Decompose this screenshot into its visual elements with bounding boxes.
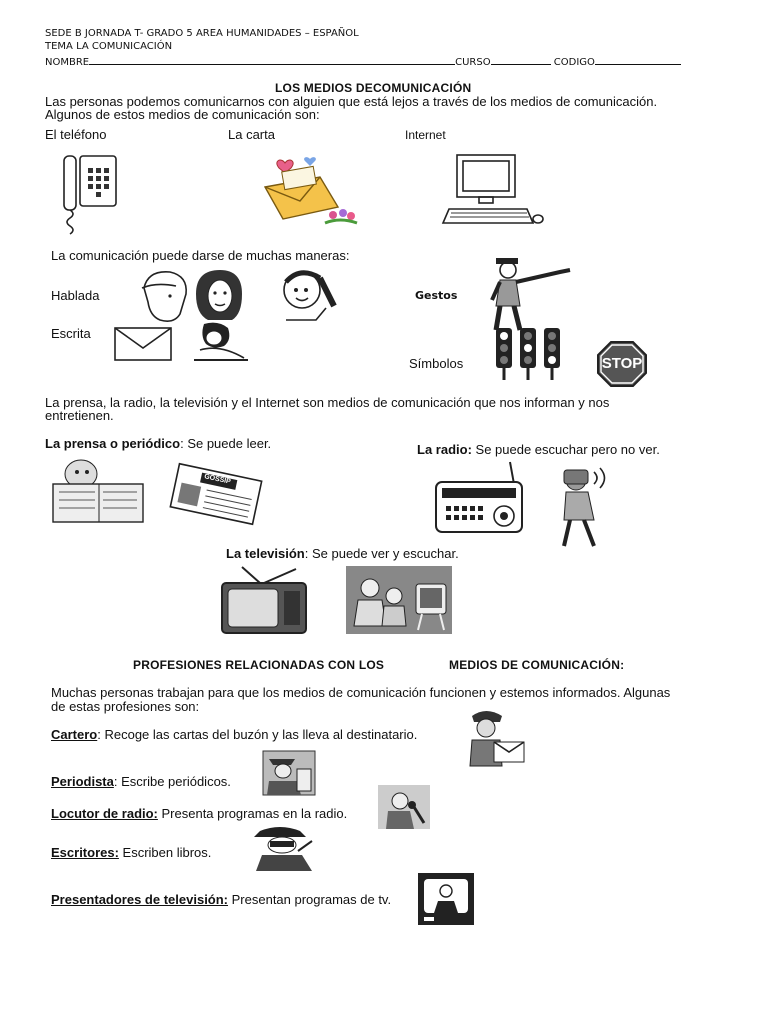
intro-line-2: Algunos de estos medios de comunicación son: (45, 107, 320, 122)
face-woman-icon (192, 266, 248, 322)
professions-intro-2: de estas profesiones son: (51, 699, 200, 714)
newspaper-icon (168, 466, 264, 522)
intro-line-1: Las personas podemos comunicarnos con alguien que está lejos a través de los medios de comunicación. (45, 94, 658, 109)
profession-desc: Escriben libros. (118, 845, 212, 860)
letter-icon (255, 153, 365, 235)
journalist-icon (263, 751, 317, 797)
press-label: La prensa o periódico (45, 436, 181, 451)
radio-line (417, 443, 660, 457)
header-fields (45, 54, 705, 70)
family-watching-tv-icon (346, 566, 454, 636)
profession-desc: Presenta programas en la radio. (157, 806, 348, 821)
profession-name: Escritores: (51, 845, 119, 860)
header-line-2: TEMA LA COMUNICACIÓN (45, 41, 173, 52)
profession-name: Periodista (51, 774, 114, 789)
professions-title-part-1: PROFESIONES RELACIONADAS CON LOS (133, 658, 385, 672)
envelope-icon (113, 326, 175, 362)
profession-locutor (51, 807, 347, 821)
radio-label: La radio: (417, 442, 472, 457)
nombre-field[interactable] (89, 54, 455, 65)
profession-desc: : Escribe periódicos. (113, 774, 231, 789)
label-simbolos: Símbolos (409, 356, 464, 371)
codigo-label: CODIGO (553, 57, 595, 68)
face-man-icon (134, 268, 190, 324)
profession-escritores (51, 846, 211, 860)
nombre-label: NOMBRE (45, 57, 90, 68)
radio-text: Se puede escuchar pero no ver. (471, 442, 660, 457)
label-internet: Internet (405, 128, 446, 142)
professions-title-part-2: MEDIOS DE COMUNICACIÓN: (449, 658, 625, 672)
radio-announcer-icon (378, 785, 432, 831)
curso-field[interactable] (491, 54, 551, 65)
section-title-medios: LOS MEDIOS DECOMUNICACIÓN (275, 81, 472, 95)
tv-presenter-icon (418, 873, 474, 925)
profession-cartero (51, 728, 417, 742)
television-icon (220, 565, 312, 637)
person-listening-radio-icon (550, 464, 614, 550)
mass-media-intro-2: entretienen. (45, 408, 114, 423)
writer-icon (250, 823, 320, 875)
profession-desc: Presentan programas de tv. (228, 892, 392, 907)
profession-periodista (51, 775, 231, 789)
label-hablada: Hablada (51, 288, 100, 303)
profession-name: Locutor de radio: (51, 806, 158, 821)
codigo-field[interactable] (595, 54, 681, 65)
label-escrita: Escrita (51, 326, 91, 341)
ways-intro: La comunicación puede darse de muchas maneras: (51, 248, 350, 263)
computer-icon (445, 153, 547, 229)
traffic-lights-icon (490, 324, 570, 382)
label-telefono: El teléfono (45, 127, 107, 142)
stop-sign-text: STOP (601, 355, 643, 372)
header-line-1: SEDE B JORNADA T- GRADO 5 AREA HUMANIDADES – ESPAÑOL (45, 28, 359, 39)
mass-media-intro-1: La prensa, la radio, la televisión y el Internet son medios de comunicación que nos informan y nos (45, 395, 610, 410)
tv-label: La televisión (226, 546, 305, 561)
label-gestos: Gestos (415, 289, 458, 302)
profession-desc: : Recoge las cartas del buzón y las lleva al destinatario. (97, 727, 418, 742)
radio-icon (434, 460, 526, 534)
newspaper-headline: GOSSIP (203, 473, 232, 486)
tv-line (226, 547, 459, 561)
profession-name: Cartero (51, 727, 98, 742)
mail-carrier-icon (464, 706, 528, 768)
profession-name: Presentadores de televisión: (51, 892, 229, 907)
tv-text: : Se puede ver y escuchar. (304, 546, 459, 561)
telephone-icon (58, 152, 120, 236)
professions-intro-1: Muchas personas trabajan para que los medios de comunicación funcionen y estemos informados. Algunas (51, 685, 671, 700)
man-reading-newspaper-icon (45, 458, 150, 524)
policeman-gesture-icon (486, 256, 576, 332)
boy-on-phone-icon (276, 268, 348, 324)
profession-presentadores (51, 893, 391, 907)
girl-writing-icon (190, 320, 252, 364)
press-text: : Se puede leer. (180, 436, 272, 451)
curso-label: CURSO (455, 57, 491, 68)
press-line (45, 437, 271, 451)
label-carta: La carta (228, 127, 275, 142)
